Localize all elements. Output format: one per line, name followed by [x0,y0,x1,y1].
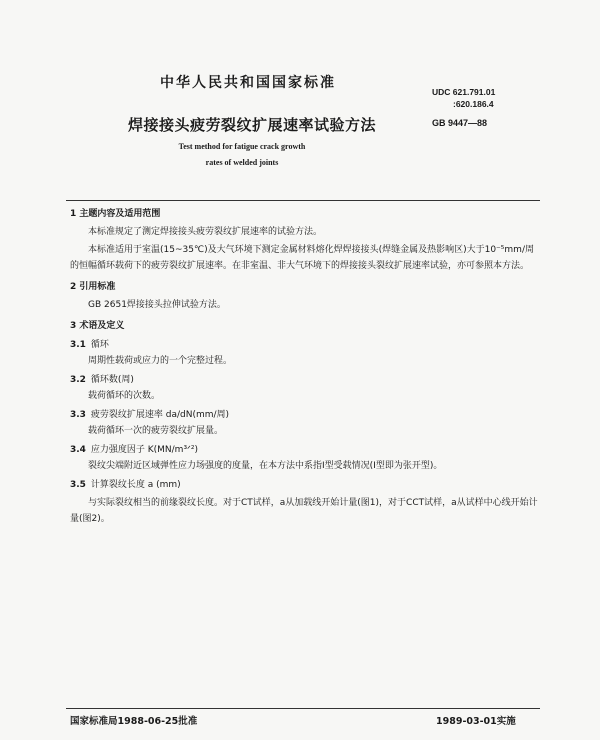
document-title-zh: 焊接接头疲劳裂纹扩展速率试验方法 [128,116,377,134]
national-standard-heading: 中华人民共和国国家标准 [160,75,336,91]
header-divider [66,200,540,201]
term-3-1-heading [70,337,542,353]
section-2-para-1: GB 2651焊接接头拉伸试验方法。 [88,300,226,310]
term-number: 3.5 [70,480,86,490]
term-3-5-desc: 与实际裂纹相当的前缘裂纹长度。对于CT试样，a从加载线开始计量(图1)，对于CCT试样，a从试样中心线开始计量(图2)。 [70,498,538,524]
section-3-heading: 3 术语及定义 [70,321,125,331]
term-3-4-desc: 裂纹尖端附近区域弹性应力场强度的度量，在本方法中系指Ⅰ型受载情况(Ⅰ型即为张开型)。 [88,461,443,471]
udc-line1: UDC 621.791.01 [432,87,496,97]
section-2-heading: 2 引用标准 [70,282,116,292]
term-3-2-desc: 载荷循环的次数。 [88,391,161,401]
term-name: 应力强度因子 K(MN/m³ᐟ²) [90,445,198,455]
section-1-para-1: 本标准规定了测定焊接接头疲劳裂纹扩展速率的试验方法。 [88,227,323,237]
effective-date: 1989-03-01实施 [436,716,516,727]
term-name: 循环 [90,340,109,350]
term-3-3-desc: 载荷循环一次的疲劳裂纹扩展量。 [88,426,224,436]
term-3-5-heading [70,477,542,493]
term-name: 疲劳裂纹扩展速率 da/dN(mm/周) [90,410,230,420]
term-number: 3.1 [70,340,86,350]
udc-code [432,86,495,110]
term-name: 循环数(周) [90,375,134,385]
footer-divider [66,708,540,709]
title-en-line1: Test method for fatigue crack growth [178,142,306,151]
term-3-3-heading [70,407,542,423]
term-number: 3.2 [70,375,86,385]
gb-number: GB 9447—88 [432,118,488,128]
section-1-heading: 1 主题内容及适用范围 [70,209,161,219]
term-3-1-desc: 周期性载荷或应力的一个完整过程。 [88,356,233,366]
term-number: 3.4 [70,445,86,455]
term-name: 计算裂纹长度 a (mm) [90,480,181,490]
title-en-line2: rates of welded joints [205,158,279,167]
term-number: 3.3 [70,410,86,420]
approval-date: 国家标准局1988-06-25批准 [70,716,198,727]
section-1-para-2: 本标准适用于室温(15~35℃)及大气环境下测定金属材料熔化焊焊接接头(焊缝金属及热影响区)大于10⁻⁵mm/周的恒幅循环载荷下的疲劳裂纹扩展速率。在非室温、非大气环境下的焊接接头裂纹扩展速率试验，亦可参照本方法。 [70,245,534,271]
term-3-2-heading [70,372,542,388]
udc-line2: :620.186.4 [453,99,494,109]
document-body [70,206,542,529]
document-title-en [152,139,332,171]
term-3-4-heading [70,442,542,458]
